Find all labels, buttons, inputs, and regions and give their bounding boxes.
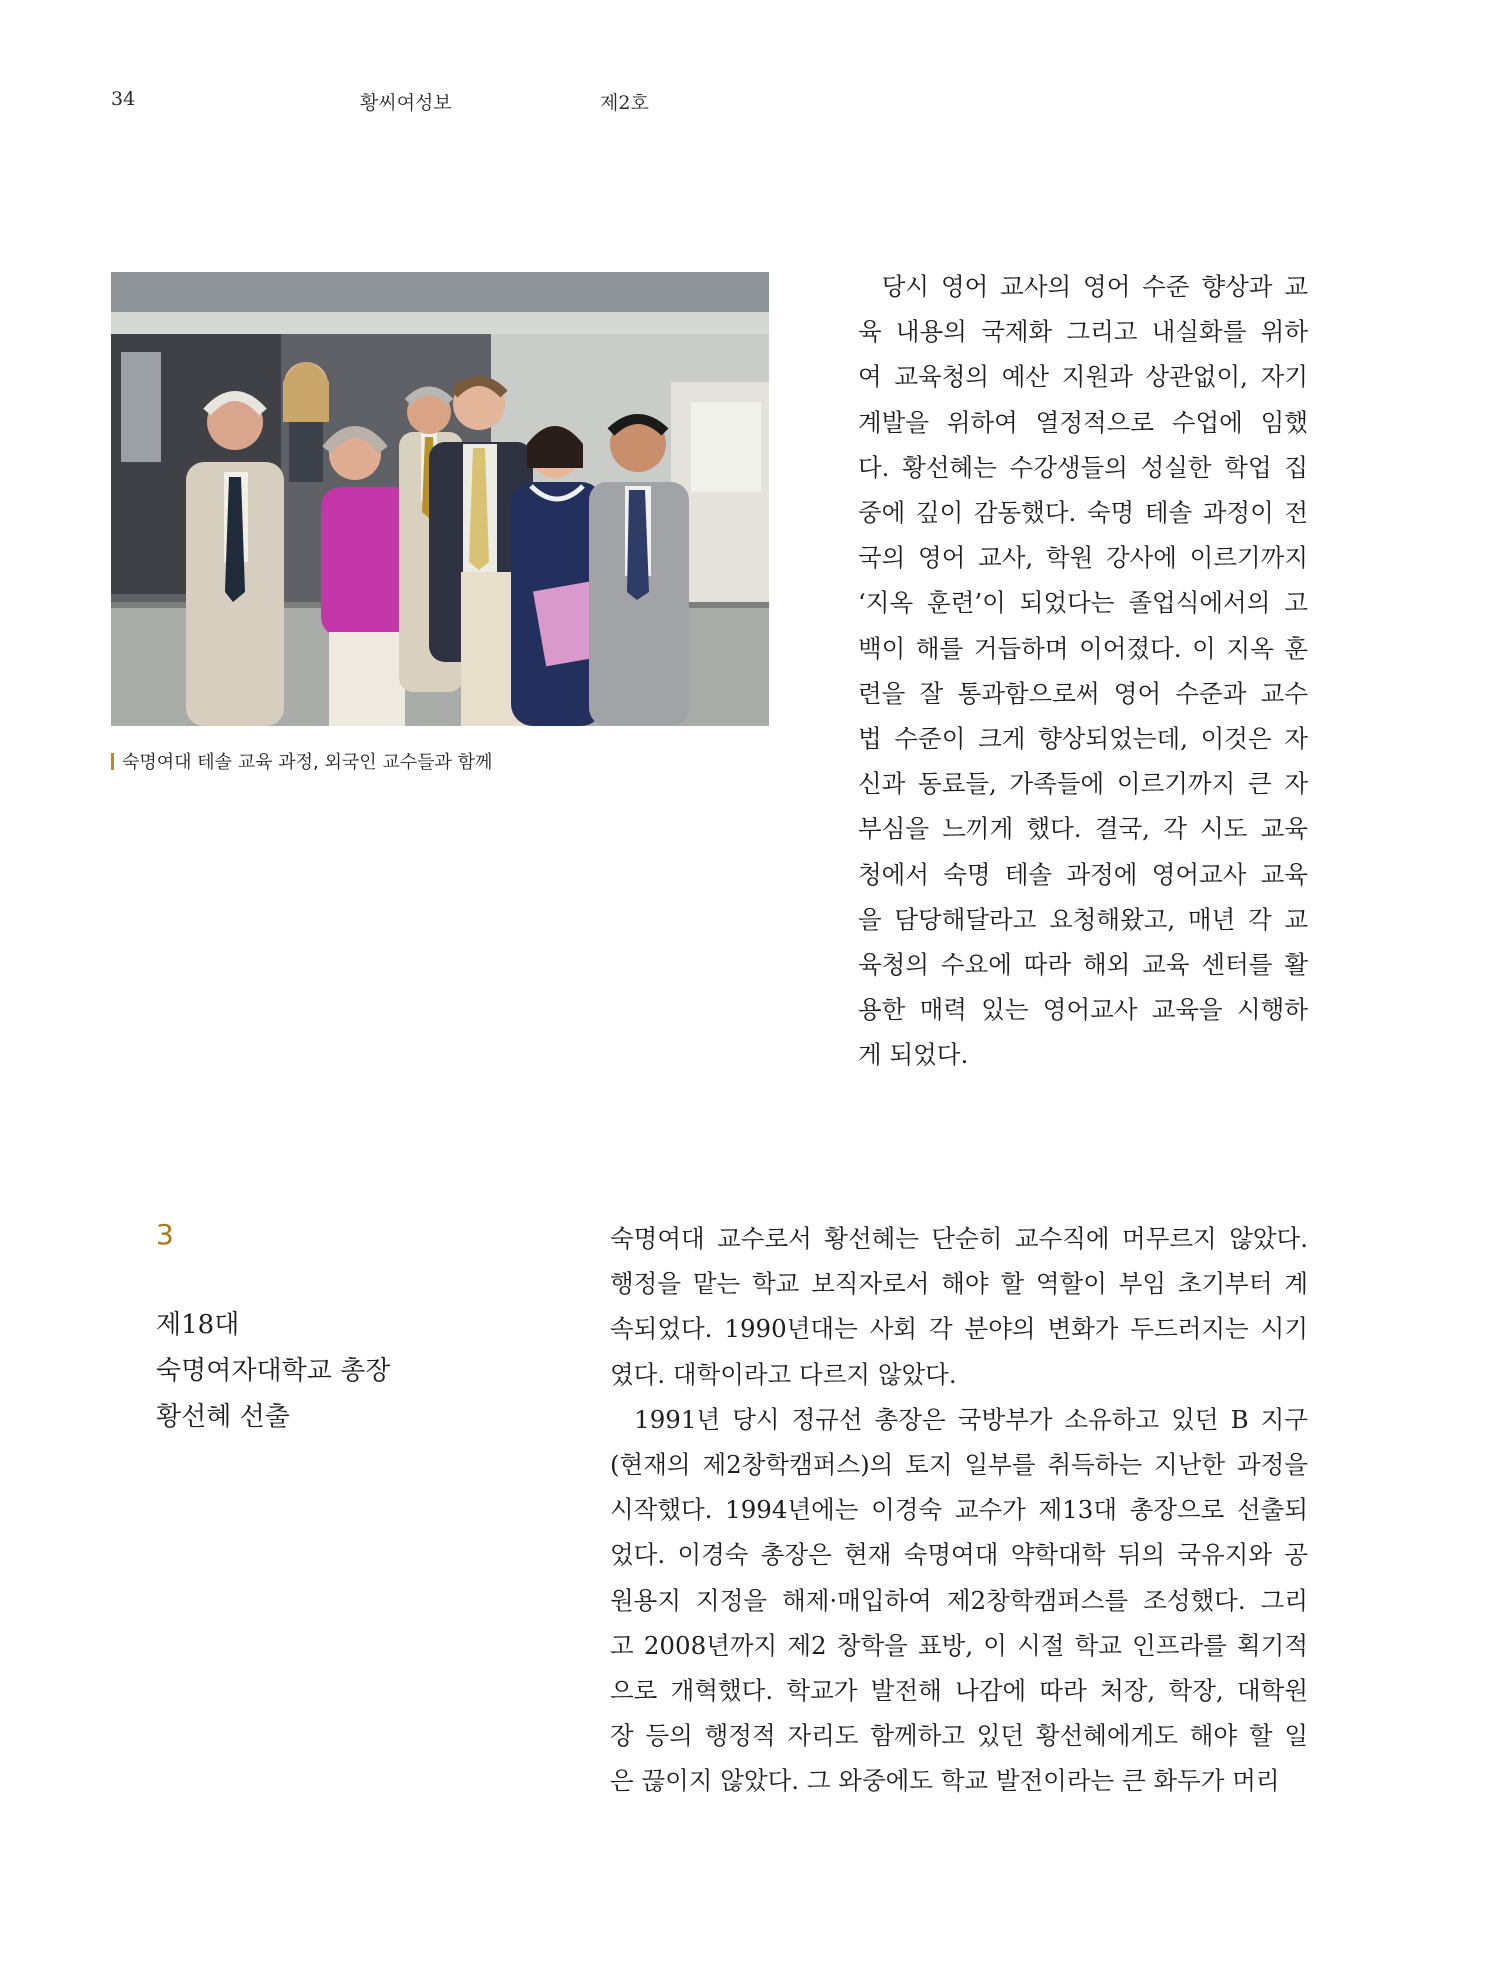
section-title-line: 제18대 [156,1310,240,1340]
body-text-line: 1991년 당시 정규선 총장은 국방부가 소유하고 있던 B 지구 [610,1404,1308,1434]
section-number: 3 [156,1218,174,1251]
body-text-line: 속되었다. 1990년대는 사회 각 분야의 변화가 두드러지는 시기 [610,1314,1308,1344]
body-text-line: 중에 깊이 감동했다. 숙명 테솔 과정이 전 [858,498,1308,528]
body-text-line: (현재의 제2창학캠퍼스)의 토지 일부를 취득하는 지난한 과정을 [610,1450,1308,1480]
body-text-line: ‘지옥 훈련’이 되었다는 졸업식에서의 고 [858,588,1308,618]
body-text-line: 청에서 숙명 테솔 과정에 영어교사 교육 [858,859,1308,889]
body-text-line: 여 교육청의 예산 지원과 상관없이, 자기 [858,362,1308,392]
body-text-line: 용한 매력 있는 영어교사 교육을 시행하 [858,995,1308,1025]
publication-title: 황씨여성보 [360,92,452,114]
body-text-line: 장 등의 행정적 자리도 함께하고 있던 황선혜에게도 해야 할 일 [610,1721,1308,1751]
body-text-line: 을 담당해달라고 요청해왔고, 매년 각 교 [858,904,1308,934]
body-text-line: 련을 잘 통과함으로써 영어 수준과 교수 [858,678,1308,708]
body-text-line: 원용지 지정을 해제·매입하여 제2창학캠퍼스를 조성했다. 그리 [610,1585,1308,1615]
body-text-line: 육 내용의 국제화 그리고 내실화를 위하 [858,317,1308,347]
photo-caption-text: 숙명여대 테솔 교육 과정, 외국인 교수들과 함께 [122,752,493,773]
body-text-line: 였다. 대학이라고 다르지 않았다. [610,1359,957,1389]
body-text-line: 육청의 수요에 따라 해외 교육 센터를 활 [858,950,1308,980]
right-column-text [858,264,1308,1078]
body-text-line: 당시 영어 교사의 영어 수준 향상과 교 [858,272,1308,301]
group-photo [111,272,769,726]
body-text-line: 고 2008년까지 제2 창학을 표방, 이 시절 학교 인프라를 획기적 [610,1630,1308,1660]
issue-number: 제2호 [600,92,649,114]
body-text-line: 국의 영어 교사, 학원 강사에 이르기까지 [858,543,1308,573]
page-number: 34 [111,88,136,110]
body-text-line: 법 수준이 크게 향상되었는데, 이것은 자 [858,724,1308,754]
bottom-column-text [610,1216,1308,1804]
caption-marker [111,753,114,770]
section-title [156,1302,390,1440]
photo-caption [111,748,492,774]
body-text-line: 계발을 위하여 열정적으로 수업에 임했 [858,407,1308,437]
group-photo-illustration [111,272,769,726]
body-text-line: 백이 해를 거듭하며 이어졌다. 이 지옥 훈 [858,633,1308,663]
body-text-line: 시작했다. 1994년에는 이경숙 교수가 제13대 총장으로 선출되 [610,1495,1308,1525]
body-text-line: 숙명여대 교수로서 황선혜는 단순히 교수직에 머무르지 않았다. [610,1224,1308,1253]
body-text-line: 게 되었다. [858,1040,969,1070]
body-text-line: 었다. 이경숙 총장은 현재 숙명여대 약학대학 뒤의 국유지와 공 [610,1540,1308,1570]
section-title-line: 숙명여자대학교 총장 [156,1356,391,1386]
body-text-line: 신과 동료들, 가족들에 이르기까지 큰 자 [858,769,1308,799]
body-text-line: 으로 개혁했다. 학교가 발전해 나감에 따라 처장, 학장, 대학원 [610,1676,1308,1706]
section-title-line: 황선혜 선출 [156,1402,290,1432]
body-text-line: 부심을 느끼게 했다. 결국, 각 시도 교육 [858,814,1308,844]
body-text-line: 다. 황선혜는 수강생들의 성실한 학업 집 [858,452,1308,482]
body-text-line: 은 끊이지 않았다. 그 와중에도 학교 발전이라는 큰 화두가 머리 [610,1766,1280,1796]
body-text-line: 행정을 맡는 학교 보직자로서 해야 할 역할이 부임 초기부터 계 [610,1269,1308,1299]
